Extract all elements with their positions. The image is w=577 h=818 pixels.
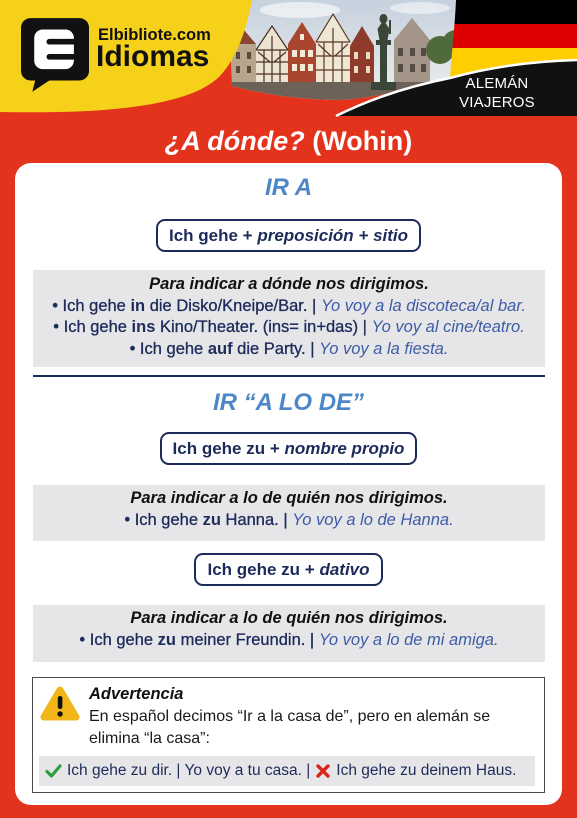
example-line: [33, 509, 545, 531]
formula-pill: [160, 432, 418, 465]
title-question: ¿A dónde?: [164, 126, 305, 156]
formula-row: [15, 432, 562, 465]
cross-icon: [315, 763, 331, 779]
formula-variable: nombre propio: [284, 439, 405, 458]
formula-fixed: Ich gehe +: [168, 226, 253, 245]
usage-panel: [33, 485, 545, 541]
title-german: (Wohin): [312, 126, 413, 156]
formula-variable: preposición + sitio: [257, 226, 409, 245]
example-translation: Yo voy a lo de Hanna.: [292, 511, 454, 529]
example-line: [33, 629, 545, 651]
usage-panel: [33, 605, 545, 662]
section-heading-ir-a: IR A: [264, 174, 313, 201]
example-translation: Yo voy a la fiesta.: [319, 339, 449, 358]
example-keyword: auf: [207, 339, 233, 358]
formula-fixed: Ich gehe zu +: [172, 439, 280, 458]
example-rest: die Disko/Kneipe/Bar. |: [149, 296, 317, 315]
warning-title: Advertencia: [89, 685, 184, 703]
example-translation: Yo voy al cine/teatro.: [371, 318, 525, 336]
correct-example: Ich gehe zu dir. | Yo voy a tu casa. |: [67, 762, 311, 779]
usage-intro: Para indicar a lo de quién nos dirigimos.: [130, 609, 448, 627]
formula-pill: [194, 553, 382, 586]
section-heading-ir-a-lo-de: IR “A LO DE”: [212, 389, 365, 416]
course-level: VIAJEROS: [459, 94, 535, 111]
check-icon: [45, 763, 62, 779]
formula-variable: dativo: [319, 560, 370, 579]
example-line: [33, 317, 545, 339]
example-rest: Kino/Theater. (ins= in+das) |: [159, 318, 367, 336]
comparison-panel: [39, 756, 535, 786]
logo-icon: [21, 15, 89, 93]
example-rest: meiner Freundin. |: [180, 631, 315, 649]
warning-box: [32, 677, 545, 793]
usage-intro: Para indicar a lo de quién nos dirigimos.: [130, 489, 448, 507]
warning-text: En español decimos “Ir a la casa de”, pero en alemán se elimina “la casa”:: [89, 708, 491, 747]
section-divider: [33, 375, 545, 377]
usage-panel: [33, 270, 545, 367]
course-label: [452, 74, 542, 112]
example-rest: Hanna. |: [225, 511, 288, 529]
brand-site: Elbibliote.com: [98, 26, 211, 44]
example-line: [33, 339, 545, 361]
example-prefix: • Ich gehe: [53, 318, 127, 336]
page-title: [0, 124, 577, 158]
warning-icon: [39, 685, 81, 723]
example-translation: Yo voy a la discoteca/al bar.: [320, 296, 526, 315]
example-keyword: in: [130, 296, 146, 315]
example-keyword: ins: [131, 318, 156, 336]
example-prefix: • Ich gehe: [124, 511, 198, 529]
lesson-card: [15, 163, 562, 805]
formula-pill: [156, 219, 421, 252]
example-prefix: • Ich gehe: [79, 631, 154, 649]
example-rest: die Party. |: [237, 339, 315, 358]
example-keyword: zu: [202, 511, 221, 529]
course-language: ALEMÁN: [465, 75, 529, 92]
example-translation: Yo voy a lo de mi amiga.: [318, 631, 499, 649]
example-line: [33, 296, 545, 318]
formula-fixed: Ich gehe zu +: [207, 560, 315, 579]
brand-name: Idiomas: [96, 40, 210, 73]
incorrect-example: Ich gehe zu deinem Haus.: [336, 762, 517, 779]
usage-intro: Para indicar a dónde nos dirigimos.: [149, 275, 429, 293]
formula-row: [15, 219, 562, 252]
example-keyword: zu: [157, 631, 177, 649]
example-prefix: • Ich gehe: [52, 296, 126, 315]
example-prefix: • Ich gehe: [129, 339, 204, 358]
formula-row: [15, 553, 562, 586]
